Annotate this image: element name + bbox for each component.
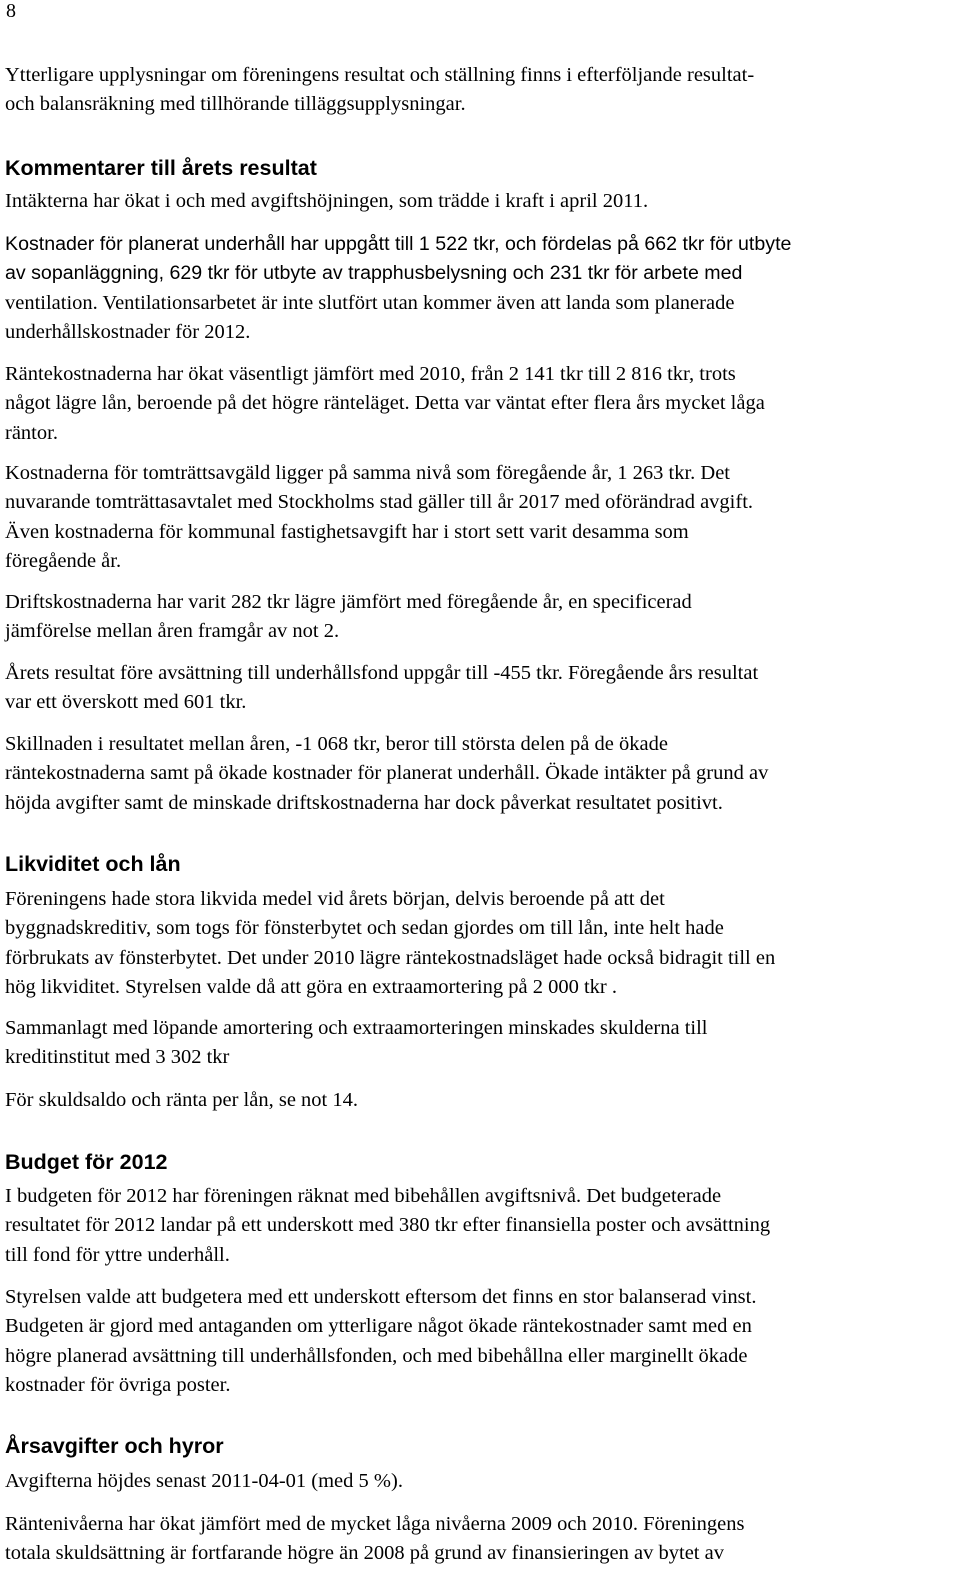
paragraph-line: Sammanlagt med löpande amortering och extraamorteringen minskades skulderna till: [5, 1017, 708, 1039]
paragraph-line: något lägre lån, beroende på det högre ränteläget. Detta var väntat efter flera års mycket låga: [5, 392, 765, 415]
paragraph-line: Kostnaderna för tomträttsavgäld ligger på samma nivå som föregående år, 1 263 tkr. Det: [5, 462, 730, 484]
results-paragraph-year-result: [5, 659, 955, 718]
paragraph-line: byggnadskreditiv, som togs för fönsterbytet och sedan gjordes om till lån, inte helt hade: [5, 917, 724, 940]
paragraph-line: högre planerad avsättning till underhållsfonden, och med bibehållna eller marginellt ökade: [5, 1344, 748, 1367]
paragraph-line: kostnader för övriga poster.: [5, 1373, 231, 1396]
paragraph-line: räntor.: [5, 421, 58, 444]
results-paragraph-interest: [5, 360, 955, 448]
paragraph-line: räntekostnaderna samt på ökade kostnader för planerat underhåll. Ökade intäkter på grund av: [5, 762, 769, 785]
fees-paragraph-raise: [5, 1467, 955, 1496]
paragraph-line: underhållskostnader för 2012.: [5, 320, 251, 343]
paragraph-line: Föreningens hade stora likvida medel vid årets början, delvis beroende på att det: [5, 888, 665, 910]
paragraph-line: I budgeten för 2012 har föreningen räknat med bibehållen avgiftsnivå. Det budgeterade: [5, 1185, 722, 1207]
paragraph-line: jämförelse mellan åren framgår av not 2.: [5, 620, 340, 643]
paragraph-line: Räntekostnaderna har ökat väsentligt jämfört med 2010, från 2 141 tkr till 2 816 tkr, trots: [5, 363, 736, 385]
results-paragraph-income: [5, 187, 955, 216]
paragraph-line: hög likviditet. Styrelsen valde då att göra en extraamortering på 2 000 tkr .: [5, 975, 617, 998]
paragraph-line: Styrelsen valde att budgetera med ett underskott eftersom det finns en stor balanserad vinst.: [5, 1286, 757, 1308]
paragraph-line: förbrukats av fönsterbytet. Det under 2010 lägre räntekostnadsläget hade också bidragit till en: [5, 946, 776, 969]
results-paragraph-difference: [5, 730, 955, 818]
paragraph-line: kreditinstitut med 3 302 tkr: [5, 1046, 230, 1069]
paragraph-line: av sopanläggning, 629 tkr för utbyte av trapphusbelysning och 231 tkr för arbete med: [5, 262, 743, 285]
results-paragraph-ground-rent: [5, 459, 955, 576]
paragraph-line: föregående år.: [5, 549, 122, 572]
paragraph-line: Kostnader för planerat underhåll har uppgått till 1 522 tkr, och fördelas på 662 tkr för utbyte: [5, 233, 792, 255]
paragraph-line: Även kostnaderna för kommunal fastighetsavgift har i stort sett varit desamma som: [5, 520, 689, 543]
heading-liquidity: Likviditet och lån: [5, 852, 181, 876]
paragraph-line: Driftskostnaderna har varit 282 tkr lägre jämfört med föregående år, en specificerad: [5, 591, 692, 613]
paragraph-line: resultatet för 2012 landar på ett underskott med 380 tkr efter finansiella poster och avsättning: [5, 1214, 771, 1237]
paragraph-line: Årets resultat före avsättning till underhållsfond uppgår till -455 tkr. Föregående års resultat: [5, 662, 759, 684]
intro-line: och balansräkning med tillhörande tilläggsupplysningar.: [5, 93, 466, 116]
budget-paragraph-fee-level: [5, 1182, 955, 1270]
paragraph-line: var ett överskott med 601 tkr.: [5, 691, 247, 714]
paragraph-line: höjda avgifter samt de minskade driftskostnaderna har dock påverkat resultatet positivt.: [5, 791, 723, 814]
results-paragraph-operating-costs: [5, 588, 955, 647]
intro-paragraph: [5, 61, 955, 120]
paragraph-line: till fond för yttre underhåll.: [5, 1243, 230, 1266]
paragraph-line: totala skuldsättning är fortfarande högre än 2008 på grund av finansieringen av bytet av: [5, 1542, 724, 1565]
paragraph-line: ventilation. Ventilationsarbetet är inte slutfört utan kommer även att landa som planerade: [5, 291, 735, 314]
budget-paragraph-deficit: [5, 1283, 955, 1400]
liquidity-paragraph-amortization: [5, 1014, 955, 1073]
paragraph-line: För skuldsaldo och ränta per lån, se not 14.: [5, 1089, 358, 1111]
paragraph-line: Avgifterna höjdes senast 2011-04-01 (med 5 %).: [5, 1470, 403, 1492]
heading-fees: Årsavgifter och hyror: [5, 1434, 224, 1458]
paragraph-line: nuvarande tomträttasavtalet med Stockholms stad gäller till år 2017 med oförändrad avgift.: [5, 491, 754, 514]
heading-results: Kommentarer till årets resultat: [5, 156, 317, 180]
page-number: 8: [6, 0, 16, 22]
paragraph-line: Skillnaden i resultatet mellan åren, -1 068 tkr, beror till största delen på de ökade: [5, 733, 668, 755]
fees-paragraph-interest-levels: [5, 1510, 955, 1569]
paragraph-line: Räntenivåerna har ökat jämfört med de mycket låga nivåerna 2009 och 2010. Föreningens: [5, 1513, 745, 1535]
liquidity-paragraph-funds: [5, 885, 955, 1002]
intro-line: Ytterligare upplysningar om föreningens resultat och ställning finns i efterföljande resultat-: [5, 64, 755, 86]
paragraph-line: Budgeten är gjord med antaganden om ytterligare något ökade räntekostnader samt med en: [5, 1315, 752, 1338]
heading-budget: Budget för 2012: [5, 1150, 168, 1174]
results-paragraph-maintenance: [5, 230, 955, 347]
liquidity-paragraph-note-reference: [5, 1086, 955, 1115]
paragraph-line: Intäkterna har ökat i och med avgiftshöjningen, som trädde i kraft i april 2011.: [5, 190, 649, 212]
